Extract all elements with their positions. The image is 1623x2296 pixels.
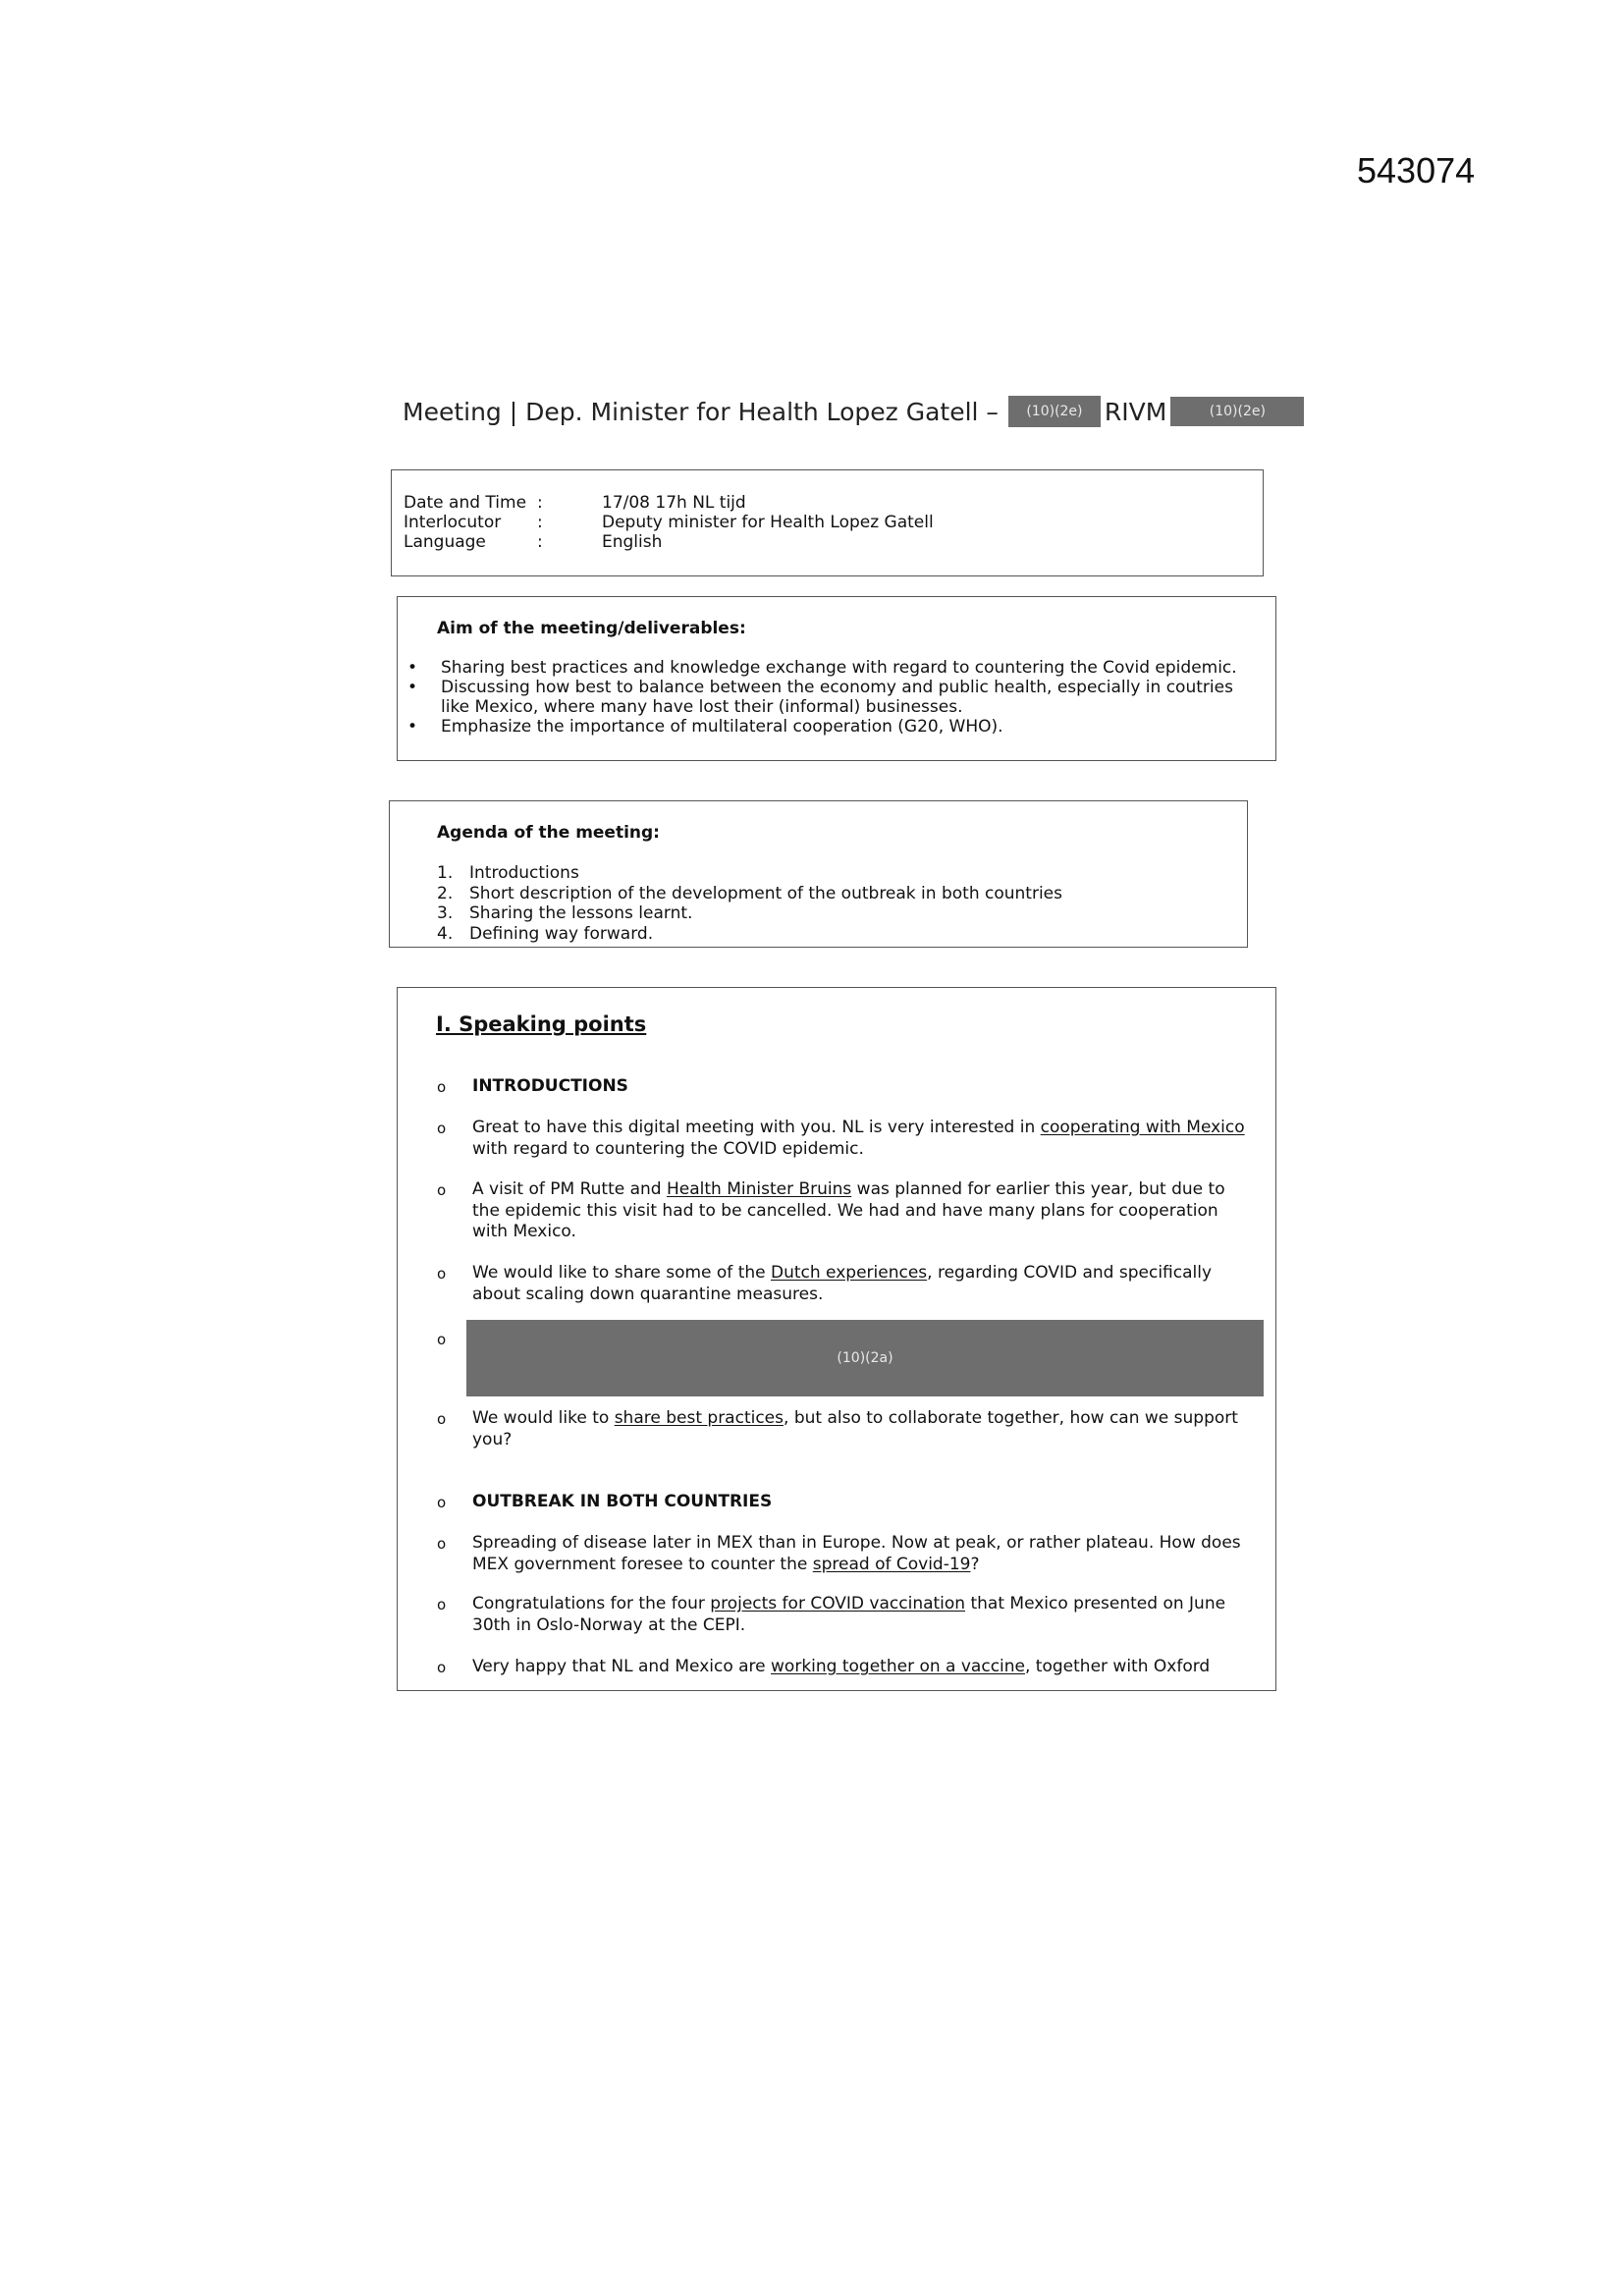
item-text: Introductions [469, 863, 579, 883]
bullet-marker: o [437, 1181, 447, 1199]
list-item: • Sharing best practices and knowledge exchange with regard to countering the Covid epidemic. [398, 658, 1262, 678]
bullet-marker: o [437, 1494, 447, 1511]
aim-box [397, 596, 1276, 761]
info-key: Date and Time [404, 493, 527, 513]
list-item: • Emphasize the importance of multilateral cooperation (G20, WHO). [398, 717, 1262, 737]
list-item [437, 884, 1062, 904]
aim-heading: Aim of the meeting/deliverables: [437, 619, 746, 638]
info-sep: : [537, 493, 543, 513]
agenda-box [389, 800, 1248, 948]
subsection-heading: INTRODUCTIONS [472, 1076, 628, 1096]
info-row [404, 532, 934, 552]
info-key: Language [404, 532, 486, 552]
agenda-list [437, 863, 1062, 944]
info-row [404, 493, 934, 513]
underlined-text: cooperating with Mexico [1040, 1118, 1245, 1137]
item-text: Sharing the lessons learnt. [469, 903, 693, 923]
point-text: Very happy that NL and Mexico are working together on a vaccine, together with Oxford [472, 1657, 1211, 1676]
bullet-marker: o [437, 1331, 447, 1348]
bullet-marker: o [437, 1659, 447, 1676]
title-prefix: Meeting | Dep. Minister for Health Lopez Gatell – [403, 397, 999, 426]
point-text: Congratulations for the four projects for COVID vaccination that Mexico presented on June 30th in Oslo-Norway at the CEPI. [472, 1594, 1226, 1635]
document-number: 543074 [1357, 150, 1476, 191]
info-value: 17/08 17h NL tijd [602, 493, 746, 513]
redaction-block: (10)(2a) [466, 1320, 1264, 1396]
page-title [403, 396, 1304, 427]
item-text: Defining way forward. [469, 923, 654, 944]
info-key: Interlocutor [404, 513, 502, 532]
info-value: English [602, 532, 663, 552]
underlined-text: Dutch experiences [771, 1263, 928, 1283]
info-value: Deputy minister for Health Lopez Gatell [602, 513, 934, 532]
speaking-points-box [397, 987, 1276, 1691]
underlined-text: Health Minister Bruins [666, 1179, 852, 1199]
underlined-text: working together on a vaccine [771, 1657, 1025, 1676]
point-text: We would like to share best practices, but also to collaborate together, how can we support you? [472, 1408, 1238, 1449]
underlined-text: share best practices [614, 1408, 784, 1428]
bullet-marker: o [437, 1596, 447, 1613]
subsection-heading: OUTBREAK IN BOTH COUNTRIES [472, 1492, 773, 1511]
info-row [404, 513, 934, 532]
item-text: Short description of the development of the outbreak in both countries [469, 883, 1062, 903]
title-org: RIVM [1104, 397, 1167, 426]
list-item [437, 924, 1062, 945]
item-number: 1. [437, 863, 454, 883]
list-item [437, 863, 1062, 884]
item-number: 2. [437, 883, 454, 903]
info-sep: : [537, 513, 543, 532]
aim-list [398, 658, 1262, 737]
point-text: Great to have this digital meeting with you. NL is very interested in cooperating with Mexico with regard to countering the COVID epidemic. [472, 1118, 1245, 1159]
redaction-block: (10)(2e) [1008, 396, 1101, 427]
underlined-text: projects for COVID vaccination [710, 1594, 966, 1613]
point-text: A visit of PM Rutte and Health Minister Bruins was planned for earlier this year, but due to the epidemic this visit had to be cancelled. We had and have many plans for cooperation with Mexico. [472, 1179, 1225, 1241]
bullet-marker: o [437, 1410, 447, 1428]
agenda-heading: Agenda of the meeting: [437, 823, 660, 843]
redaction-block: (10)(2e) [1170, 397, 1304, 426]
list-item [437, 903, 1062, 924]
point-text: We would like to share some of the Dutch experiences, regarding COVID and specifically about scaling down quarantine measures. [472, 1263, 1213, 1304]
info-sep: : [537, 532, 543, 552]
item-number: 3. [437, 903, 454, 923]
bullet-marker: o [437, 1078, 447, 1096]
point-text: Spreading of disease later in MEX than in Europe. Now at peak, or rather plateau. How does MEX government foresee to counter the spread of Covid-19? [472, 1533, 1241, 1574]
bullet-marker: o [437, 1535, 447, 1553]
meeting-info-box [391, 469, 1264, 576]
underlined-text: spread of Covid-19 [812, 1554, 971, 1574]
section-title: I. Speaking points [436, 1012, 647, 1036]
bullet-marker: o [437, 1265, 447, 1283]
bullet-marker: o [437, 1120, 447, 1137]
item-number: 4. [437, 923, 454, 944]
list-item: • Discussing how best to balance between the economy and public health, especially in coutries like Mexico, where many have lost their (informal) businesses. [398, 678, 1262, 717]
